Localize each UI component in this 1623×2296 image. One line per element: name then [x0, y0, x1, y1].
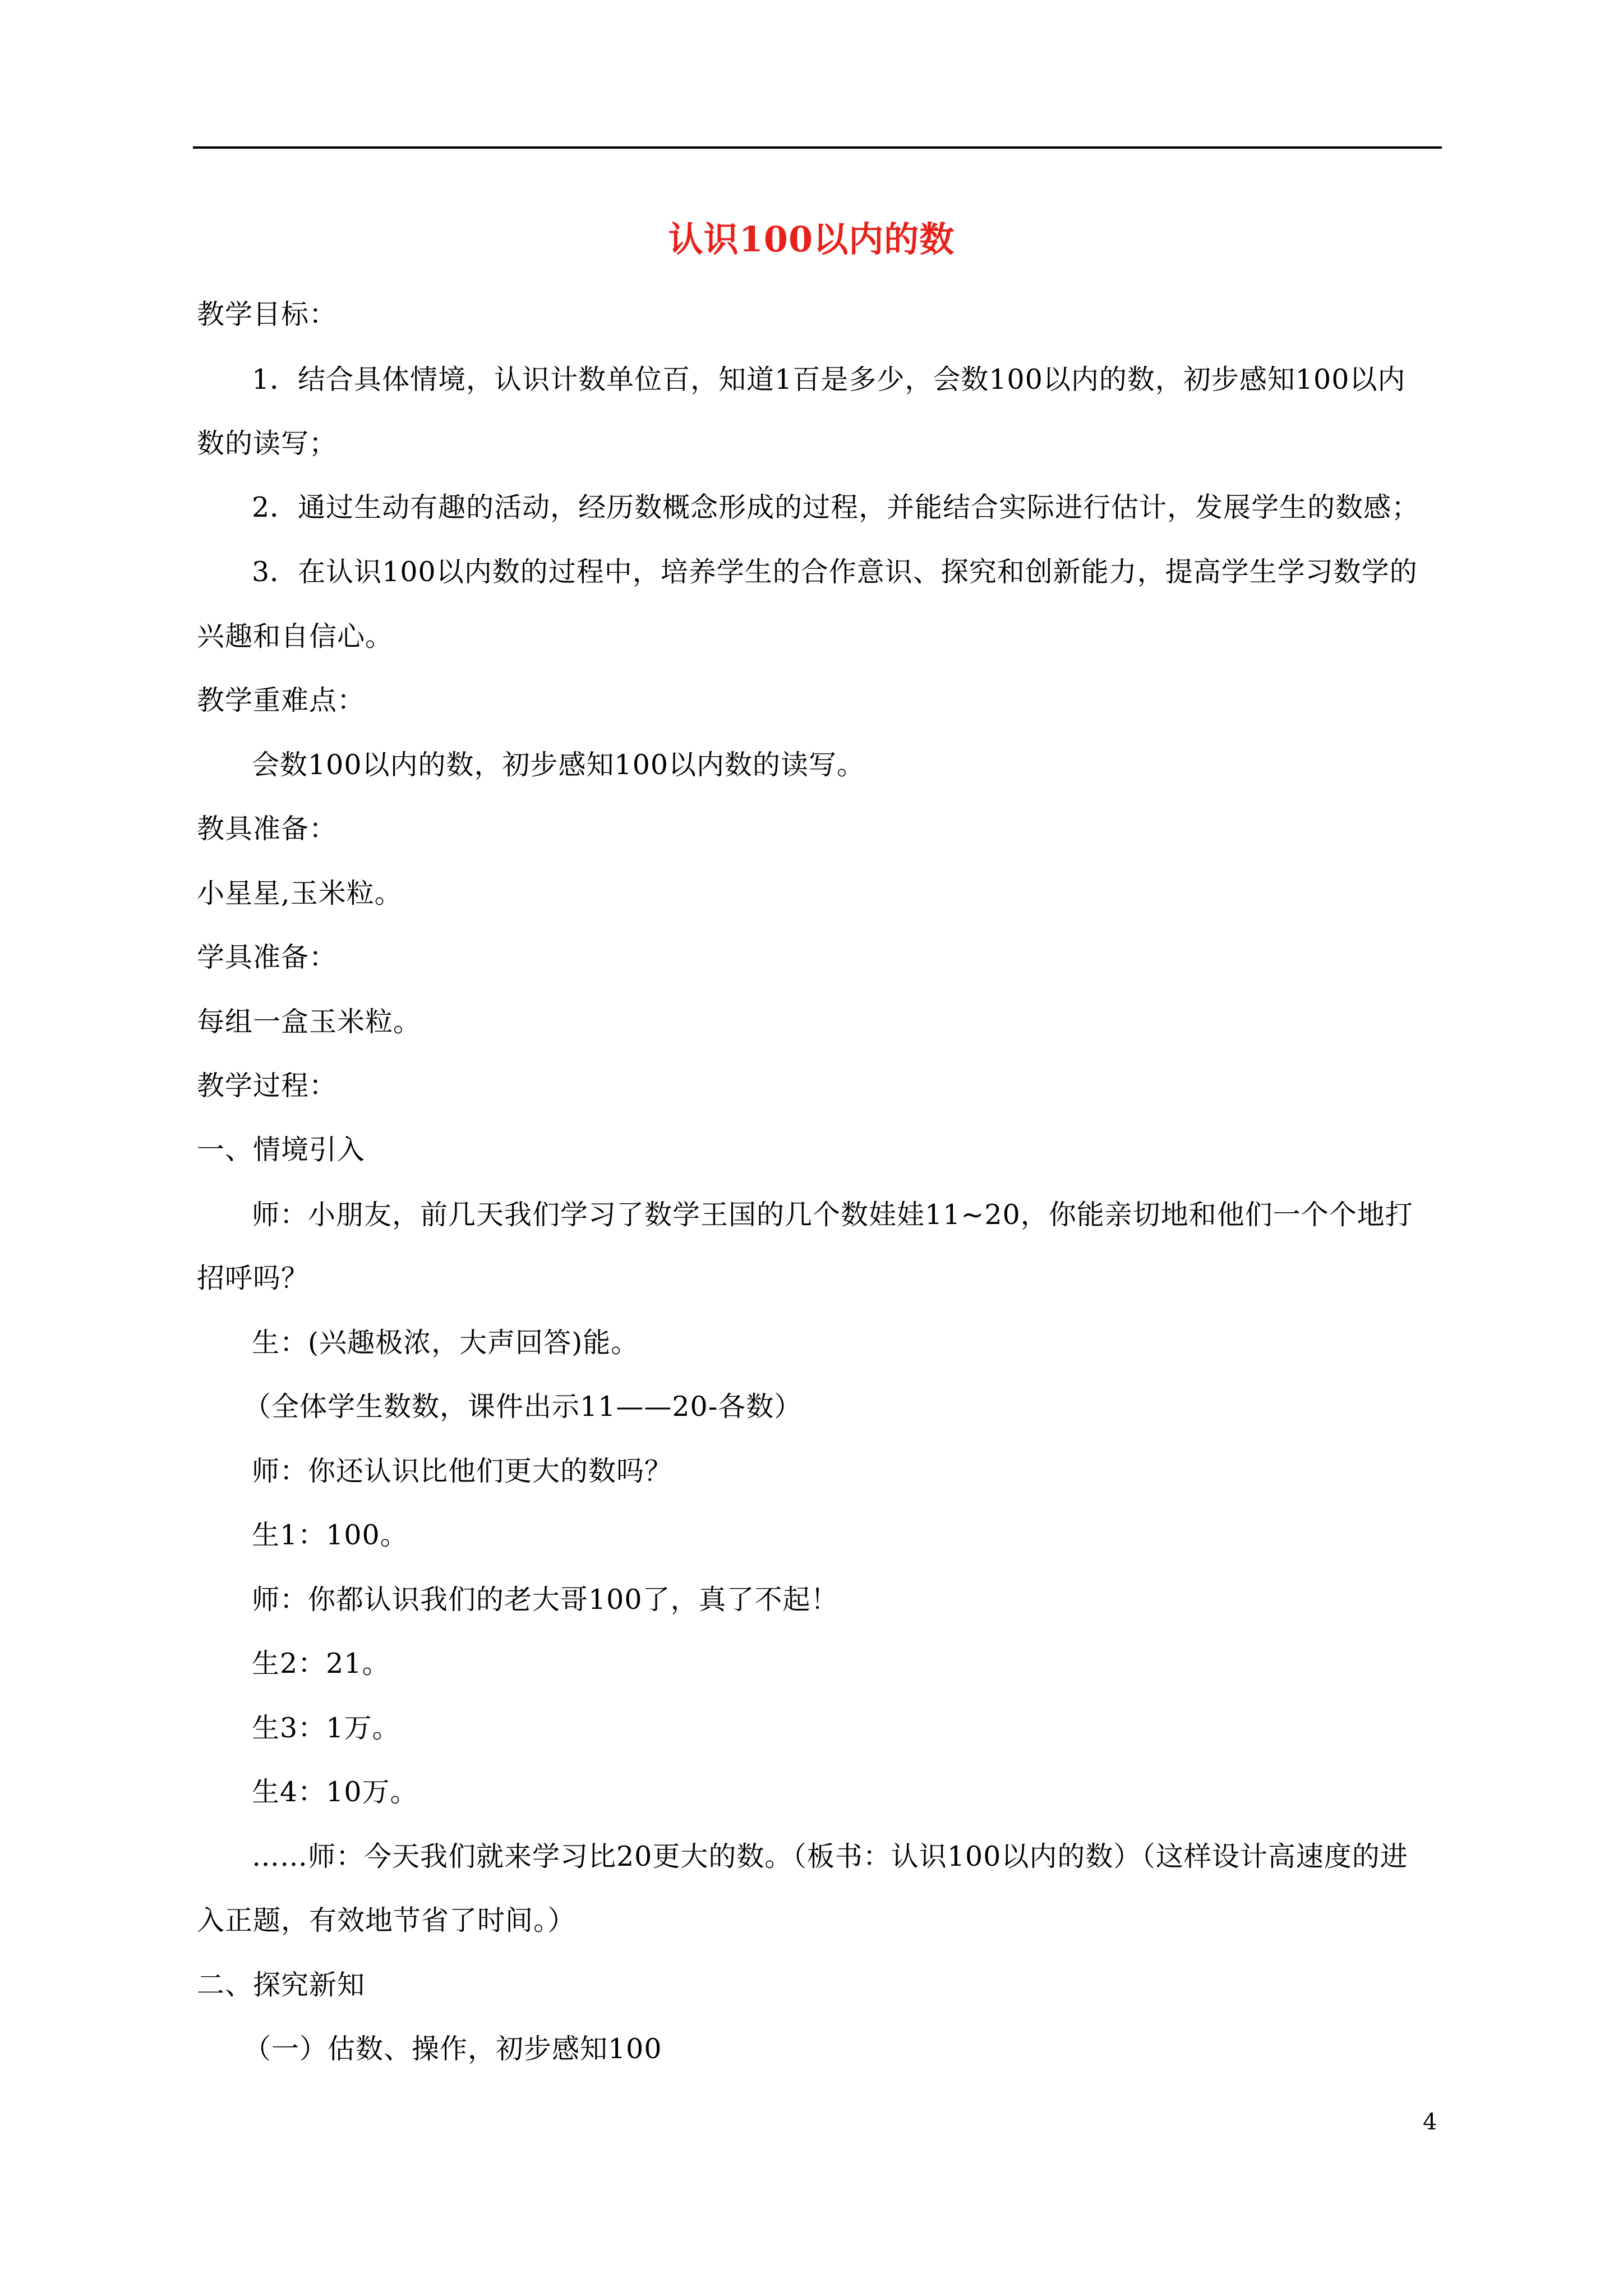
section-heading: 一、情境引入 — [197, 1134, 366, 1166]
text-line: ……师：今天我们就来学习比20更大的数。（板书：认识100以内的数）（这样设计高速度的进 — [252, 1841, 1408, 1872]
text-line: （全体学生数数，课件出示11——20-各数） — [243, 1391, 803, 1423]
text-line: 每组一盒玉米粒。 — [197, 1006, 422, 1038]
text-line: 师：你都认识我们的老大哥100了，真了不起！ — [252, 1584, 839, 1616]
text-line: 兴趣和自信心。 — [197, 620, 394, 652]
text-line: 2．通过生动有趣的活动，经历数概念形成的过程，并能结合实际进行估计，发展学生的数感； — [252, 491, 1420, 523]
section-heading: 二、探究新知 — [197, 1969, 366, 2001]
section-heading: 教学过程： — [197, 1070, 338, 1102]
text-line: 师：你还认识比他们更大的数吗？ — [252, 1455, 673, 1487]
text-line: 3．在认识100以内数的过程中，培养学生的合作意识、探究和创新能力，提高学生学习数学的 — [252, 556, 1418, 588]
text-line: 生：(兴趣极浓，大声回答)能。 — [252, 1327, 639, 1359]
text-line: 会数100以内的数，初步感知100以内数的读写。 — [252, 749, 865, 781]
text-line: 数的读写； — [197, 427, 338, 459]
section-heading: 教具准备： — [197, 813, 338, 845]
document-title: 认识100以内的数 — [668, 219, 955, 260]
text-line: 生2：21。 — [252, 1648, 390, 1680]
header-rule — [193, 146, 1442, 149]
text-line: 小星星,玉米粒。 — [197, 877, 403, 909]
text-line: 1．结合具体情境，认识计数单位百，知道1百是多少，会数100以内的数，初步感知100以内 — [252, 364, 1406, 395]
text-line: 生4：10万。 — [252, 1776, 418, 1808]
text-line: 教学目标： — [197, 298, 338, 330]
text-line: 招呼吗？ — [197, 1262, 310, 1294]
section-heading: 教学重难点： — [197, 684, 366, 716]
text-line: 入正题，有效地节省了时间。） — [197, 1904, 576, 1936]
section-heading: 学具准备： — [197, 941, 338, 973]
text-line: 生3：1万。 — [252, 1712, 400, 1744]
page-number: 4 — [1423, 2109, 1437, 2135]
text-line: 师：小朋友，前几天我们学习了数学王国的几个数娃娃11~20，你能亲切地和他们一个个地打 — [252, 1199, 1413, 1231]
text-line: 生1：100。 — [252, 1519, 408, 1551]
subsection-heading: （一）估数、操作，初步感知100 — [243, 2033, 662, 2065]
